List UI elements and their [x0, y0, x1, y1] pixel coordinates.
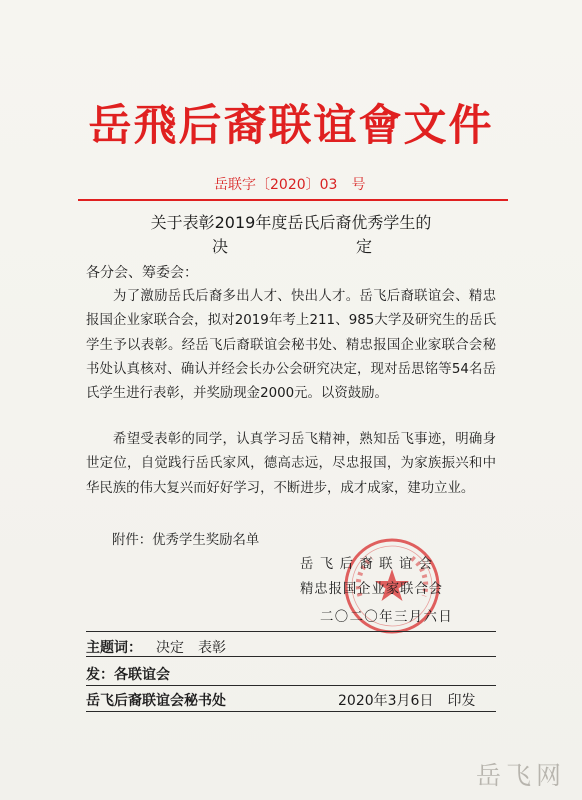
- decision-char-2: 定: [355, 237, 372, 256]
- header-red-rule: [78, 199, 508, 201]
- document-header-title: 岳飛后裔联谊會文件: [88, 101, 494, 151]
- body-paragraph-2: 希望受表彰的同学，认真学习岳飞精神，熟知岳飞事迹，明确身世定位，自觉践行岳氏家风，德高志远，尽忠报国，为家族振兴和中华民族的伟大复兴而好好学习，不断进步，成才成家，建功立业。: [86, 432, 496, 496]
- keywords-value: 决定 表彰: [156, 640, 226, 656]
- keywords-line: [86, 637, 226, 657]
- attachment-line: 附件：优秀学生奖励名单: [112, 533, 260, 548]
- footer-rule-1: [86, 631, 496, 632]
- distribution-line: 发：各联谊会: [86, 667, 170, 683]
- signature-date: 二〇二〇年三月六日: [320, 610, 454, 625]
- keywords-label: 主题词：: [86, 640, 142, 656]
- issue-date: 2020年3月6日 印发: [338, 693, 476, 709]
- subject-title: 关于表彰2019年度岳氏后裔优秀学生的: [150, 213, 432, 232]
- salutation: 各分会、筹委会：: [86, 265, 198, 281]
- issuer-line: 岳飞后裔联谊会秘书处: [86, 693, 226, 709]
- subject-decision-heading: [212, 234, 372, 257]
- site-watermark: 岳飞网: [475, 761, 566, 790]
- decision-char-1: 决: [212, 237, 229, 256]
- body-paragraph-1: 为了激励岳氏后裔多出人才、快出人才。岳飞后裔联谊会、精忠报国企业家联合会，拟对2019年考上211、985大学及研究生的岳氏学生予以表彰。经岳飞后裔联谊会秘书处、精忠报国企业家联合会秘书处认真核对、确认并经会长办公会研究决定，现对岳思铭等54名岳氏学生进行表彰，并奖励现金2000元。以资鼓励。: [86, 289, 496, 402]
- footer-rule-2: [86, 656, 496, 657]
- signature-org-2: 精忠报国企业家联合会: [300, 582, 443, 597]
- footer-rule-4: [86, 711, 496, 712]
- signature-org-1: 岳飞后裔联谊会: [300, 557, 439, 572]
- document-number: 岳联字〔2020〕03 号: [214, 177, 366, 193]
- footer-rule-3: [86, 685, 496, 686]
